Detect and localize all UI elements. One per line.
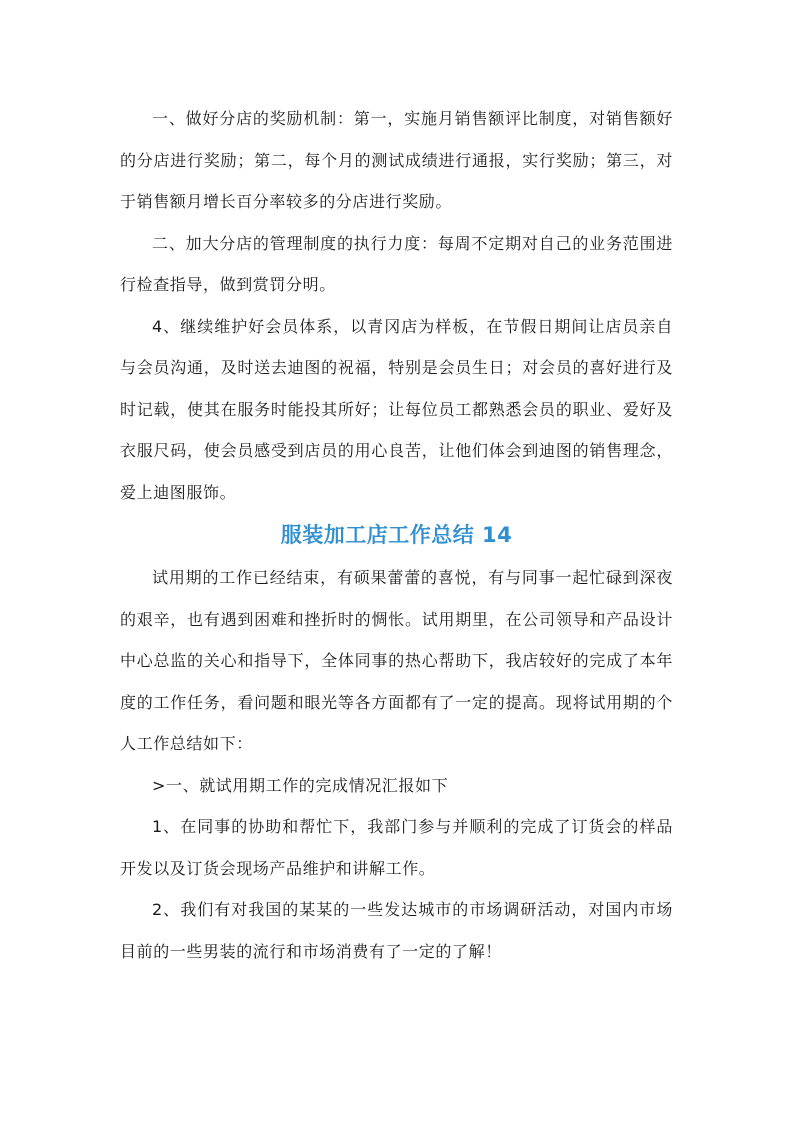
document-page (120, 98, 673, 972)
paragraph-probation-intro: 试用期的工作已经结束，有硕果蕾蕾的喜悦，有与同事一起忙碌到深夜的艰辛，也有遇到困难和挫折时的惆怅。试用期里，在公司领导和产品设计中心总监的关心和指导下，全体同事的热心帮助下，我店较好的完成了本年度的工作任务，看问题和眼光等各方面都有了一定的提高。现将试用期的个人工作总结如下： (120, 568, 673, 753)
paragraph-item-2: 2、我们有对我国的某某的一些发达城市的市场调研活动，对国内市场目前的一些男装的流行和市场消费有了一定的了解！ (120, 900, 673, 961)
paragraph-report-subheading: >一、就试用期工作的完成情况汇报如下 (152, 775, 449, 795)
paragraph-management-enforcement: 二、加大分店的管理制度的执行力度：每周不定期对自己的业务范围进行检查指导，做到赏罚分明。 (120, 233, 673, 294)
paragraph-member-system: 4、继续维护好会员体系，以青冈店为样板，在节假日期间让店员亲自与会员沟通，及时送去迪图的祝福，特别是会员生日；对会员的喜好进行及时记载，使其在服务时能投其所好；让每位员工都熟悉会员的职业、爱好及衣服尺码，使会员感受到店员的用心良苦，让他们体会到迪图的销售理念，爱上迪图服饰。 (120, 316, 673, 502)
section-heading: 服装加工店工作总结 14 (280, 523, 513, 547)
paragraph-reward-mechanism: 一、做好分店的奖励机制：第一，实施月销售额评比制度，对销售额好的分店进行奖励；第二，每个月的测试成绩进行通报，实行奖励；第三，对于销售额月增长百分率较多的分店进行奖励。 (120, 109, 673, 211)
paragraph-item-1: 1、在同事的协助和帮忙下，我部门参与并顺利的完成了订货会的样品开发以及订货会现场产品维护和讲解工作。 (120, 817, 673, 878)
